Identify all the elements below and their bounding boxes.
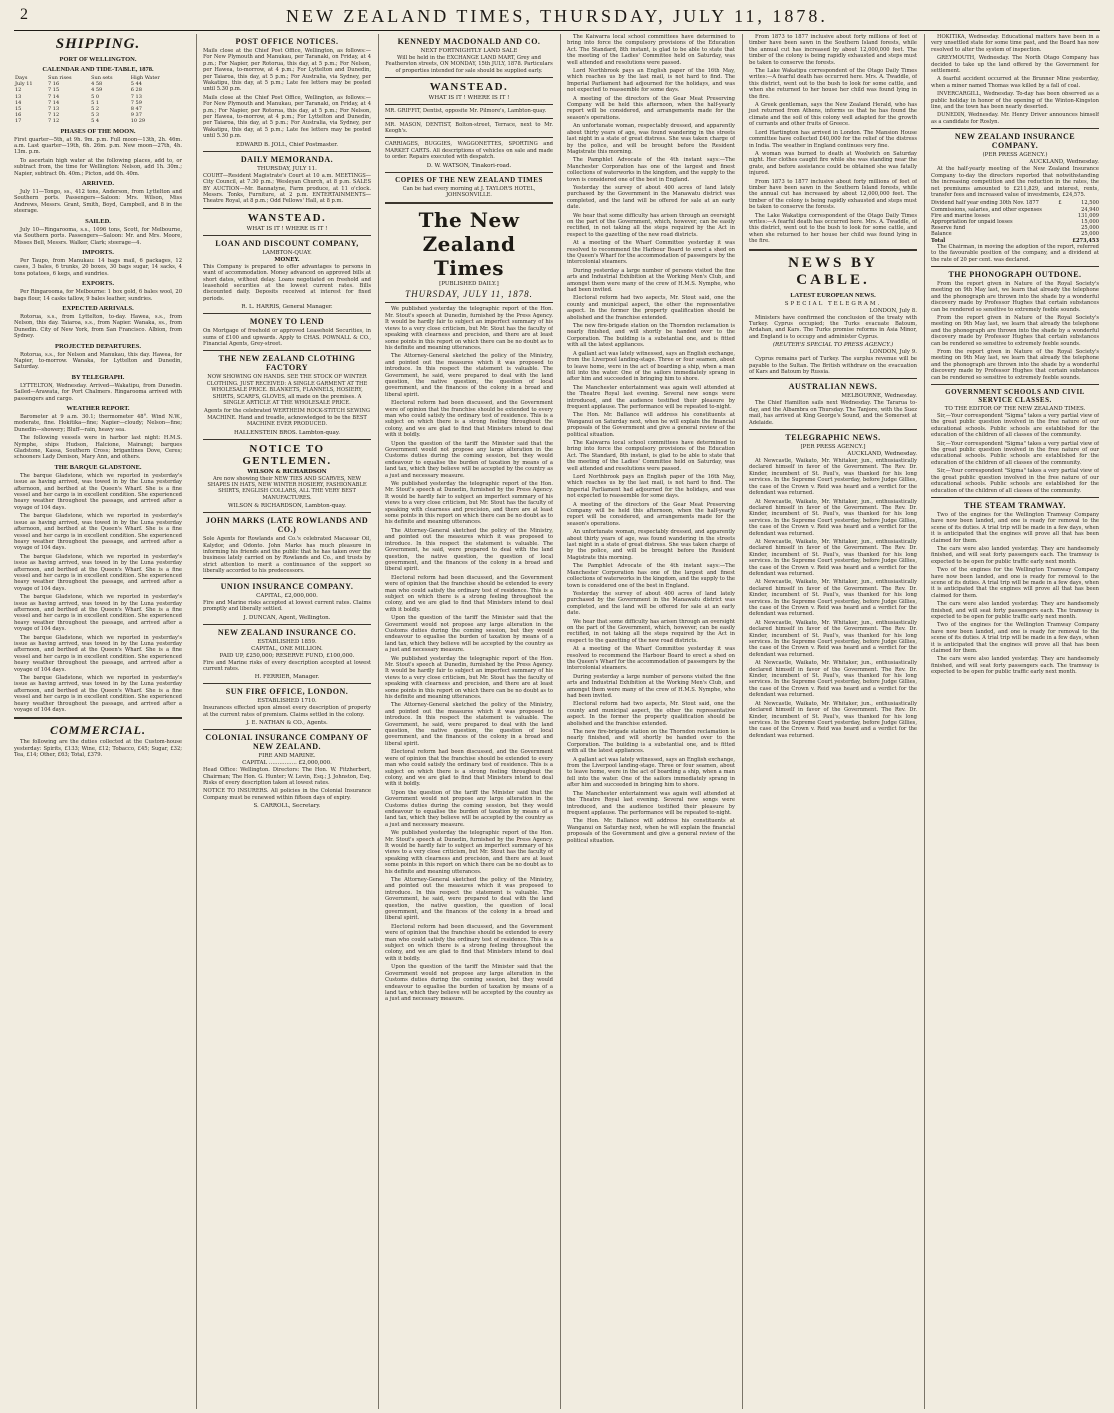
tele-sub: [PER PRESS AGENCY.] — [800, 444, 866, 451]
nzi-heading: NEW ZEALAND INSURANCE COMPANY. — [954, 132, 1076, 151]
loan-manager: R. L. HARRIS, General Manager. — [241, 304, 333, 311]
sunfire-est: ESTABLISHED 1710. — [257, 698, 317, 705]
phono-heading: THE PHONOGRAPH OUTDONE. — [948, 269, 1082, 279]
tide-cell: 5 3 — [91, 112, 100, 119]
wanstead2-heading: WANSTEAD. — [429, 81, 509, 94]
notice-sig: WILSON & RICHARDSON, Lambton-quay. — [227, 503, 347, 510]
gov-heading: GOVERNMENT SCHOOLS AND CIVIL SERVICE CLASSES. — [945, 388, 1085, 405]
colonial-text: Head Office: Wellington. Directors: The Hon. W. Fitzherbert, Chairman; The Hon. G. Hunter; W. Levin, Esq.; J. Johnston, Esq. Risks of every description taken at lowest rates. — [203, 767, 371, 786]
news-para: The Kaiwarra local school committees have determined to bring into force the compulsory provisions of the Education Act. The Standard, 8th instant, is glad to be able to state that the meeting of the Ladies' Committee held on Saturday, was well attended and resolutions were passed. — [567, 439, 735, 472]
divider — [931, 128, 1099, 129]
news-para: Lord Northbrook pays an English paper of the 16th May, which reaches us by the last mail, is not hard to find. The Imperial Parliament had adjourned for the holidays, and was not expected to reassemble for some days. — [567, 68, 735, 94]
loan-sub: LAMBTON-QUAY. — [262, 249, 312, 256]
news-para: A meeting of the directors of the Gear Meat Preserving Company will be held this afternoon, when the half-yearly report will be considered, and arrangements made for the season's operations. — [567, 501, 735, 527]
news-para: A meeting of the directors of the Gear Meat Preserving Company will be held this afternoon, when the half-yearly report will be considered, and arrangements made for the season's operations. — [567, 95, 735, 121]
tide-header-cell: Sun sets — [91, 75, 113, 81]
news-para: The Manchester entertainment was again well attended at the Theatre Royal last evening. Several new songs were introduced, and the audience testified their pleasure by frequent applause. The performance will be repeated to-night. — [567, 790, 735, 816]
news-para: A woman was burned to death at Woolwich on Saturday night. Her clothes caught fire while she was standing near the grate, and before assistance could be obtained she was fatally injured. — [749, 150, 917, 177]
final-sig: S. CARROLL, Secretary. — [253, 803, 321, 810]
divider — [385, 202, 553, 204]
barque-heading: THE BARQUE GLADSTONE. — [54, 463, 142, 471]
nzins-heading: NEW ZEALAND INSURANCE CO. — [217, 627, 357, 637]
divider — [203, 729, 371, 730]
fin-label: Balance — [931, 231, 952, 238]
leader-para: We published yesterday the telegraphic report of the Hon. Mr. Stout's speech at Dunedin, furnished by the Press Agency. It would be hardly fair to subject an imperfect summary of his views to a very close criticism, but Mr. Stout has the faculty of speaking with clearness and precision, and there are at least some points in this report on which there can be no doubt as to his definite and meaning utterances. — [385, 306, 553, 351]
divider — [385, 77, 553, 78]
divider — [931, 384, 1099, 385]
news-para: Electoral reform had two aspects, Mr. Stout said, one the county and municipal aspect, the other the representative aspect. In the former the property qualification should be abolished and the franchise extended. — [567, 295, 735, 321]
tide-cell: 5 1 — [91, 99, 100, 106]
news-para: We hear that some difficulty has arisen through an oversight on the part of the Government, which, however, can be easily rectified, in not taking all the steps required by the Act in respect to the gazetting of the new road districts. — [567, 212, 735, 238]
divider — [203, 624, 371, 625]
notice-text: Are now showing their NEW TIES AND SCARVES, NEW SHAPES IN HATS, NEW WINTER HOSIERY, FASHIONABLE SHIRTS, ENGLISH COLLARS, ALL THE VERY BEST MANUFACTURES. — [207, 475, 367, 501]
news-para: INVERCARGILL, Wednesday. To-day has been observed as a public holiday in honor of the opening of the Winton-Kingston line, and the town has been nearly deserted. — [931, 91, 1099, 111]
leader-para: The Attorney-General sketched the policy of the Ministry, and pointed out the measures which it was proposed to introduce. In this respect the statement is valuable. The Government, he said, were prepared to deal with the land question, the native question, the question of local government, and the finances of the colony in a broad and liberal spirit. — [385, 877, 553, 922]
divider — [203, 151, 371, 152]
fin-label: Appropriation for unpaid losses — [931, 218, 1013, 225]
arrived-heading: ARRIVED. — [82, 180, 114, 188]
page-number: 2 — [20, 6, 28, 23]
news-para: A gallant act was lately witnessed, says an English exchange, from the Liverpool landing-stage. Three or four seamen, about to leave home, were in the act of boarding a ship, when a man fell into the water. One of the sailors immediately sprang in after him and succeeded in bringing him to shore. — [567, 350, 735, 383]
union-text: Fire and Marine risks accepted at lowest current rates. Claims promptly and liberally settled. — [203, 599, 371, 613]
notice-heading: NOTICE TO GENTLEMEN. — [242, 442, 332, 467]
moon-heading: PHASES OF THE MOON. — [60, 127, 136, 135]
fin-value: 25,000 — [1081, 231, 1099, 238]
tide-cell: 7 13 — [48, 106, 60, 113]
barque-text: The barque Gladstone, which we reported in yesterday's issue as having arrived, was towed in by the Luna yesterday afternoon, and berthed at the Queen's Wharf. She is a fine vessel and her cargo is in excellent condition. She experienced heavy weather throughout the passage, and arrived after a voyage of 104 days. — [14, 472, 182, 511]
divider — [749, 249, 917, 251]
copies-heading: COPIES OF THE NEW ZEALAND TIMES — [395, 175, 543, 184]
news-para: The new fire-brigade station on the Thorndon reclamation is nearly finished, and will shortly be handed over to the Corporation. The building is a substantial one, and is fitted with all the latest appliances. — [567, 323, 735, 349]
phono-text: From the report given in Nature of the Royal Society's meeting on 9th May last, we learn that already the telephone and the phonograph are thrown into the shade by a wonderful discovery made by Professor Hughes that certain substances can be rendered so sensitive to extremely feeble sounds. — [931, 314, 1099, 347]
mason-text: MR. MASON, DENTIST, Bolton-street, Terrace, next to Mr. Keogh's. — [385, 121, 553, 135]
divider — [385, 118, 553, 119]
divider — [931, 497, 1099, 498]
aus-date: MELBOURNE, Wednesday. — [841, 393, 917, 400]
divider — [203, 235, 371, 236]
fin-label: Fire and marine losses — [931, 212, 990, 219]
divider — [203, 439, 371, 440]
telegraph-text: LYTTELTON, Wednesday. Arrived—Wakatipu, from Dunedin. Sailed—Arawata, for Port Chalmers. Ringarooma arrived with passengers and cargo. — [14, 382, 182, 402]
cable-date1: LONDON, July 8. — [869, 307, 917, 314]
tide-cell: 5 44 — [130, 81, 142, 88]
fin-value: 131,009 — [1077, 212, 1099, 219]
tide-cell: 10 29 — [130, 118, 146, 125]
tele-text: At Newcastle, Waikato, Mr. Whitaker, jun., enthusiastically declared himself in favor of the Government. The Rev. Dr. Kinder, incumbent of St. Paul's, was thanked for his long services. In the Supreme Court yesterday, before Judge Gillies, the case of the Crown v. Reid was heard and a verdict for the defendant was returned. — [749, 619, 917, 658]
fin-value: 12,500 — [1081, 200, 1099, 207]
notice-firm: WILSON & RICHARDSON — [247, 468, 327, 475]
news-para: A fearful accident occurred at the Brunner Mine yesterday, when a miner named Thomas was killed by a fall of coal. — [931, 76, 1099, 89]
steam-text: Two of the engines for the Wellington Tramway Company have now been landed, and one is ready for removal to the scene of its duties. A trial trip will be made in a few days, when it is anticipated that the engines will prove all that has been claimed for them. — [931, 567, 1099, 599]
tele-date: AUCKLAND, Wednesday. — [847, 451, 917, 458]
memo-date: THURSDAY, JULY 11. — [257, 165, 317, 172]
news-para: The new fire-brigade station on the Thorndon reclamation is nearly finished, and will shortly be handed over to the Corporation. The building is a substantial one, and is fitted with all the latest appliances. — [567, 729, 735, 755]
nzt-date: THURSDAY, JULY 11, 1878. — [405, 289, 533, 300]
leader-para: Upon the question of the tariff the Minister said that the Government would not propose any large alteration in the Customs duties during the coming session, but they would endeavour to equalise the burden of taxation by means of a land tax, which they believe will be accepted by the country as a just and necessary measure. — [385, 964, 553, 1003]
news-para: Lord Hartington has arrived in London. The Mansion House committee have collected £40,000 for the relief of the distress in India. The weather in England continues very fine. — [749, 129, 917, 149]
divider — [385, 172, 553, 173]
money-text: On Mortgage of freehold or approved Leasehold Securities, in sums of £100 and upwards. Apply to CHAS. POWNALL & CO., Financial Agents, Grey-street. — [203, 328, 371, 347]
tide-cell: 6 28 — [130, 87, 142, 94]
tide-cell: 5 2 — [91, 106, 100, 113]
news-para: During yesterday a large number of persons visited the fine arts and Industrial Exhibition at the Working Men's Club, and amongst them were many of the crew of H.M.S. Nymphe, who had been invited. — [567, 267, 735, 294]
union-capital: CAPITAL, £2,000,000. — [256, 592, 318, 599]
gov-text: Sir,—Your correspondent "Sigma" takes a very partial view of the great public question involved in the free nature of our educational schools. Public schools are established for the education of the children of all classes of the community. — [931, 413, 1099, 439]
cable-text: Cyprus remains part of Turkey. The surplus revenue will be payable to the Sultan. The British withdraw on the evacuation of Kars and Batoum by Russia. — [749, 356, 917, 376]
cable-sub2: SPECIAL TELEGRAM. — [784, 300, 882, 307]
money-heading: MONEY TO LEND — [249, 317, 325, 327]
divider — [203, 683, 371, 684]
news-para: The Kaiwarra local school committees have determined to bring into force the compulsory provisions of the Education Act. The Standard, 8th instant, is glad to be able to state that the meeting of the Ladies' Committee held on Saturday, was well attended and resolutions were passed. — [567, 34, 735, 66]
leader-para: The Attorney-General sketched the policy of the Ministry, and pointed out the measures which it was proposed to introduce. In this respect the statement is valuable. The Government, he said, were prepared to deal with the land question, the native question, the question of local government, and the finances of the colony in a broad and liberal spirit. — [385, 353, 553, 398]
news-para: DUNEDIN, Wednesday. Mr. Henry Driver announces himself as a candidate for Roslyn. — [931, 112, 1099, 125]
steam-text: Two of the engines for the Wellington Tramway Company have now been landed, and one is ready for removal to the scene of its duties. A trial trip will be made in a few days, when it is anticipated that the engines will prove all that has been claimed for them. — [931, 622, 1099, 655]
copies-text: Can be had every morning at J. TAYLOR'S HOTEL, JOHNSONVILLE. — [402, 185, 536, 199]
divider — [203, 208, 371, 209]
postmaster-sig: EDWARD B. JOLL, Chief Postmaster. — [235, 141, 339, 148]
tide-cell: 5 0 — [91, 93, 100, 100]
gov-sub: TO THE EDITOR OF THE NEW ZEALAND TIMES. — [944, 406, 1086, 413]
tide-cell: 7 14 — [48, 99, 60, 106]
colonial-sub: FIRE AND MARINE. — [258, 753, 316, 760]
marks-text: Sole Agents for Rowlands and Co.'s celebrated Macassar Oil, Kalydor, and Odonto. John Marks has much pleasure in informing his friends and the public that he has taken over the business lately carried on by Rowlands and Co., and trusts by strict attention to merit a continuance of the support so liberally accorded to his predecessors. — [203, 536, 371, 575]
tide-cell: 4 58 — [91, 81, 103, 88]
news-para: GREYMOUTH, Wednesday. The North Otago Company has decided to take up the land offered by the Government for settlement. — [931, 55, 1099, 75]
loan-money: MONEY. — [274, 256, 300, 263]
leader-para: Electoral reform had been discussed, and the Government were of opinion that the franchise should be extended to every man who could satisfy the ordinary test of residence. This is a subject on which there is a strong feeling throughout the colony, and we are glad to find that Ministers intend to deal with it boldly. — [385, 574, 553, 613]
expected-text: Rotorua, s.s., from Lyttelton, to-day. Hawea, s.s., from Nelson, this day. Taiaroa, s.s., from Napier. Wanaka, ss., from Dunedin. City of New York, from San Francisco. Albion, from Sydney. — [14, 313, 182, 340]
aus-heading: AUSTRALIAN NEWS. — [788, 382, 878, 392]
nzins-paid: PAID UP, £250,000; RESERVE FUND, £100,000. — [219, 652, 355, 659]
leader-para: Upon the question of the tariff the Minister said that the Government would not propose any large alteration in the Customs duties during the coming session, but they would endeavour to equalise the burden of taxation by means of a land tax, which they believe will be accepted by the country as a just and necessary measure. — [385, 440, 553, 479]
arrived-text: July 11—Tongo, ss., 412 tons, Anderson, from Lyttelton and Southern ports. Passengers—Saloon: Mrs. Wilson, Miss Andrews, Messrs. Grant, Smith, Boyd, Campbell, and 8 in the steerage. — [14, 189, 182, 215]
shipping-heading: SHIPPING. — [55, 36, 141, 52]
wanstead-sub: WHAT IS IT ! WHERE IS IT ! — [246, 225, 328, 232]
aus-text: The Chief Hamilton sails next Wednesday. The Tararua to-day, and the Albambra on Thursday. The Tanjore, with the Suez mail, has arrived at King George's Sound, and the Somerset at Adelaide. — [749, 400, 917, 426]
telegraph-heading: BY TELEGRAPH. — [71, 373, 125, 381]
news-para: Yesterday the survey of about 400 acres of land lately purchased by the Government in the Manawatu district was completed, and the land will be offered for sale at an early date. — [567, 590, 735, 617]
exports-text: Per Ringarooma, for Melbourne: 1 box gold, 6 bales wool, 20 bags flour, 14 casks tallow, 9 bales leather, sundries. — [14, 289, 182, 302]
imports-heading: IMPORTS. — [82, 248, 114, 256]
phono-text: From the report given in Nature of the Royal Society's meeting on 9th May last, we learn that already the telephone and the phonograph are thrown into the shade by a wonderful discovery made by Professor Hughes that certain substances can be rendered so sensitive to extremely feeble sounds. — [931, 349, 1099, 381]
barque-text-3: The barque Gladstone, which we reported in yesterday's issue as having arrived, was towed in by the Luna yesterday afternoon, and berthed at the Queen's Wharf. She is a fine vessel and her cargo is in excellent condition. She experienced heavy weather throughout the passage, and arrived after a voyage of 104 days. — [14, 553, 182, 592]
tele-text: At Newcastle, Waikato, Mr. Whitaker, jun., enthusiastically declared himself in favor of the Government. The Rev. Dr. Kinder, incumbent of St. Paul's, was thanked for his long services. In the Supreme Court yesterday, before Judge Gillies, the case of the Crown v. Reid was heard and a verdict for the defendant was returned. — [749, 498, 917, 537]
imports-text: Per Taupo, from Manukau: 14 bags mail, 6 packages, 12 cases, 3 bales, 6 trunks, 20 boxes, 30 bags sugar, 14 sacks, 4 tons potatoes, 6 kegs, and sundries. — [14, 257, 182, 277]
tide-cell: 14 — [15, 99, 22, 106]
column-provincial — [924, 34, 1099, 1409]
divider — [749, 429, 917, 430]
tide-cell: 7 13 — [130, 93, 142, 100]
cable-sub: LATEST EUROPEAN NEWS. — [790, 291, 876, 299]
column-shipping — [14, 34, 182, 1409]
divider — [203, 313, 371, 314]
leader-para: Upon the question of the tariff the Minister said that the Government would not propose any large alteration in the Customs duties during the coming session, but they would endeavour to equalise the burden of taxation by means of a land tax, which they believe will be accepted by the country as a just and necessary measure. — [385, 615, 553, 654]
steam-text: The cars were also landed yesterday. They are handsomely finished, and will seat forty passengers each. The tramway is expected to be open for public traffic early next month. — [931, 601, 1099, 621]
leader-para: We published yesterday the telegraphic report of the Hon. Mr. Stout's speech at Dunedin, furnished by the Press Agency. It would be hardly fair to subject an imperfect summary of his views to a very close criticism, but Mr. Stout has the faculty of speaking with clearness and precision, and there are at least some points in this report on which there can be no doubt as to his definite and meaning utterances. — [385, 830, 553, 875]
leader-para: We published yesterday the telegraphic report of the Hon. Mr. Stout's speech at Dunedin, furnished by the Press Agency. It would be hardly fair to subject an imperfect summary of his views to a very close criticism, but Mr. Stout has the faculty of speaking with clearness and precision, and there are at least some points in this report on which there can be no doubt as to his definite and meaning utterances. — [385, 655, 553, 701]
divider — [385, 104, 553, 105]
news-para: From 1873 to 1877 inclusive about forty millions of feet of timber have been sawn in the Southern Island forests, while the annual cut has increased by about 12,000,000 feet. The timber of the colony is being rapidly exhausted and steps must be taken to conserve the forests. — [749, 34, 917, 66]
colonial-heading: COLONIAL INSURANCE COMPANY OF NEW ZEALAND. — [205, 733, 369, 752]
leader-para: Electoral reform had been discussed, and the Government were of opinion that the franchise should be extended to every man who could satisfy the ordinary test of residence. This is a subject on which there is a strong feeling throughout the colony, and we are glad to find that Ministers intend to deal with it boldly. — [385, 749, 553, 788]
fin-value: 24,940 — [1081, 206, 1099, 213]
tide-cell: 7 12 — [48, 118, 60, 125]
news-para: At a meeting of the Wharf Committee yesterday it was resolved to recommend the Harbour Board to erect a shed on the Queen's Wharf for the accommodation of passengers by the intercolonial steamers. — [567, 646, 735, 672]
tele-heading: TELEGRAPHIC NEWS. — [785, 433, 881, 443]
news-para: The Lake Wakatipu correspondent of the Otago Daily Times writes:—A fearful death has occurred here. Mrs. A. Twaddle, of this district, went out to the bush to look for some cattle, and when she returned to her house her child was found lying in the fire. — [749, 212, 917, 245]
calendar-heading: CALENDAR AND TIDE-TABLE, 1878. — [42, 66, 154, 73]
memo-text: COURT—Resident Magistrate's Court at 10 a.m. MEETINGS—City Council, at 7.30 p.m.; Wesleyan Church, at 8 p.m. SALES BY AUCTION—Mr. Bannatyne, Farm produce, at 11 o'clock. Messrs. Tonks, Furniture, at 2 p.m. ENTERTAINMENTS—Theatre Royal, at 8 p.m.; Odd Fellows' Hall, at 8 p.m. — [203, 172, 371, 205]
leader-para: The Attorney-General sketched the policy of the Ministry, and pointed out the measures which it was proposed to introduce. In this respect the statement is valuable. The Government, he said, were prepared to deal with the land question, the native question, the question of local government, and the finances of the colony in a broad and liberal spirit. — [385, 702, 553, 747]
barque-text-6: The barque Gladstone, which we reported in yesterday's issue as having arrived, was towed in by the Luna yesterday afternoon, and berthed at the Queen's Wharf. She is a fine vessel and her cargo is in excellent condition. She experienced heavy weather throughout the passage, and arrived after a voyage of 104 days. — [14, 675, 182, 714]
cable-text: Ministers have confirmed the conclusion of the treaty with Turkey. Cyprus occupied; the Turks evacuate Batoum, Ardahan, and Kars. The Turks promise reforms in Asia Minor, and England is to occupy and administer Cyprus. — [749, 314, 917, 340]
steam-text: The cars were also landed yesterday. They are handsomely finished, and will seat forty passengers each. The tramway is expected to be open for public traffic early next month. — [931, 656, 1099, 676]
tide-cell: 7 12 — [48, 112, 60, 119]
divider — [749, 378, 917, 379]
tide-header-cell: Sun rises — [48, 75, 72, 81]
sunfire-text: Insurances effected upon almost every description of property at the current rates of premium. Claims settled in the colony. — [203, 705, 371, 718]
steam-text: Two of the engines for the Wellington Tramway Company have now been landed, and one is ready for removal to the scene of its duties. A trial trip will be made in a few days, when it is anticipated that the engines will prove all that has been claimed for them. — [931, 511, 1099, 544]
union-sig: J. DUNCAN, Agent, Wellington. — [243, 614, 331, 621]
steam-text: The cars were also landed yesterday. They are handsomely finished, and will seat forty passengers each. The tramway is expected to be open for public traffic early next month. — [931, 545, 1099, 565]
fin-label: Reserve fund — [931, 225, 966, 232]
port-heading: PORT OF WELLINGTON. — [59, 56, 137, 63]
tide-cell: 7 59 — [130, 99, 142, 106]
sailed-heading: SAILED. — [85, 217, 111, 225]
divider — [203, 350, 371, 351]
colonial-capital: CAPITAL ................ £2,000,000. — [242, 760, 332, 767]
loan-text: This Company is prepared to offer advantages to persons in want of accommodation. Money advanced on approved bills at short dates, without delay. Loans negotiated on freehold and leasehold securities at the lowest current rates. Bills discounted daily. Deposits received at interest for fixed periods. — [203, 263, 371, 302]
news-para: Yesterday the survey of about 400 acres of land lately purchased by the Government in the Manawatu district was completed, and the land will be offered for sale at an early date. — [567, 184, 735, 211]
masthead — [14, 4, 1100, 31]
weather-heading: WEATHER REPORT. — [66, 405, 130, 412]
reuter-heading: (REUTER'S SPECIAL TO PRESS AGENCY.) — [772, 342, 894, 349]
nzi-text2: The Chairman, in moving the adoption of the report, referred to the favourable position of the company, and a dividend at the rate of 20 per cent. was declared. — [931, 243, 1099, 263]
fin-value: £273,453 — [1072, 237, 1099, 244]
griffit-text: MR. GRIFFIT, Dentist, opposite Mr. Pilmore's, Lambton-quay. — [385, 108, 547, 115]
harbor-text: The following vessels were in harbor last night: H.M.S. Nymphe, ships Hudson, Halcione, Mairangi; barques Gladstone, Kassa, Southern Cross; brigantines Dove, Ceres; schooners Lady Denison, Mary Ann, and others. — [14, 435, 182, 461]
steam-heading: THE STEAM TRAMWAY. — [964, 500, 1066, 510]
sunfire-sig: J. E. NATHAN & CO., Agents. — [246, 720, 328, 727]
news-para: The Manchester entertainment was again well attended at the Theatre Royal last evening. Several new songs were introduced, and the audience testified their pleasure by frequent applause. The performance will be repeated to-night. — [567, 384, 735, 410]
phono-text: From the report given in Nature of the Royal Society's meeting on 9th May last, we learn that already the telephone and the phonograph are thrown into the shade by a wonderful discovery made by Professor Hughes that certain substances can be rendered so sensitive to extremely feeble sounds. — [931, 280, 1099, 313]
tele-text: At Newcastle, Waikato, Mr. Whitaker, jun., enthusiastically declared himself in favor of the Government. The Rev. Dr. Kinder, incumbent of St. Paul's, was thanked for his long services. In the Supreme Court yesterday, before Judge Gillies, the case of the Crown v. Reid was heard and a verdict for the defendant was returned. — [749, 538, 917, 577]
nzi-sub: (PER PRESS AGENCY.) — [982, 152, 1048, 159]
tide-cell: 7 15 — [48, 87, 60, 94]
news-para: HOKITIKA, Wednesday. Educational matters have been in a very unsettled state for some time past, and the Board has now resolved to alter the system of inspection. — [931, 34, 1099, 53]
tide-cell: 7 14 — [48, 93, 60, 100]
projected-heading: PROJECTED DEPARTURES. — [55, 342, 141, 350]
kennedy-sub: NEXT FORTNIGHTLY LAND SALE — [420, 48, 518, 54]
clothing-text: NOW SHOWING ON HANDS. SEE THE STOCK OF WINTER CLOTHING. JUST RECEIVED: A SINGLE GARMENT AT THE WHOLESALE PRICE. BLANKETS, FLANNELS, HOSIERY, SHIRTS, SCARFS, GLOVES, all made on the premises. A SINGLE ARTICLE AT THE WHOLESALE PRICE. — [206, 374, 368, 406]
news-para: The Hon. Mr. Ballance will address his constituents at Wanganui on Saturday next, when he will explain the financial proposals of the Government and give a general review of the political situation. — [567, 818, 735, 844]
kennedy-text: Will be held in the EXCHANGE LAND MART, Grey and Featherston streets, ON MONDAY, 15th JULY, 1878. Particulars of properties intended for sale should be supplied early. — [385, 55, 553, 74]
nzt-masthead: The New Zealand Times — [418, 208, 520, 281]
tide-cell: 17 — [15, 118, 22, 125]
news-para: Electoral reform had two aspects, Mr. Stout said, one the county and municipal aspect, the other the representative aspect. In the former the property qualification should be abolished and the franchise extended. — [567, 701, 735, 727]
cable-date2: LONDON, July 9. — [869, 349, 917, 356]
news-para: A Greek gentleman, says the New Zealand Herald, who has just returned from Athens, informs us that he has found the climate and the soil of this colony well adapted for the growth of currants and other fruits of Greece. — [749, 102, 917, 128]
tide-cell: 13 — [15, 93, 22, 100]
news-para: At a meeting of the Wharf Committee yesterday it was resolved to recommend the Harbour Board to erect a shed on the Queen's Wharf for the accommodation of passengers by the intercolonial steamers. — [567, 240, 735, 266]
po-text: Mails close at the Chief Post Office, Wellington, as follows:—For New Plymouth and Manukau, per Taranaki, on Friday, at 4 p.m.; For Napier, per Rotorua, this day, at 5 p.m.; For Nelson, per Hawea, to-morrow, at 4 p.m.; For Lyttelton and Dunedin, per Taiaroa, this day, at 5 p.m.; For Australia, via Sydney, per Wakatipu, this day, at 5 p.m.; Late fee letters may be posted until 5.30 p.m. — [203, 48, 371, 93]
tide-cell: 4 59 — [91, 87, 103, 94]
tele-text: At Newcastle, Waikato, Mr. Whitaker, jun., enthusiastically declared himself in favor of the Government. The Rev. Dr. Kinder, incumbent of St. Paul's, was thanked for his long services. In the Supreme Court yesterday, before Judge Gillies, the case of the Crown v. Reid was heard and a verdict for the defendant was returned. — [749, 700, 917, 739]
divider — [385, 302, 553, 303]
clothing-sig: HALLENSTEIN BROS. Lambton-quay. — [234, 429, 340, 436]
tele-text: At Newcastle, Waikato, Mr. Whitaker, jun., enthusiastically declared himself in favor of the Government. The Rev. Dr. Kinder, incumbent of St. Paul's, was thanked for his long services. In the Supreme Court yesterday, before Judge Gillies, the case of the Crown v. Reid was heard and a verdict for the defendant was returned. — [749, 660, 917, 699]
tide-row — [14, 118, 182, 124]
clothing-heading: THE NEW ZEALAND CLOTHING FACTORY — [218, 354, 356, 373]
singer-text: Agents for the celebrated WERTHEIM ROCK-STITCH SEWING MACHINE. Hand and treadle, acknowledged to be the BEST MACHINE EVER PRODUCED. — [203, 408, 371, 428]
nzins-capital: CAPITAL, ONE MILLION. — [251, 645, 323, 652]
carriages-text: CARRIAGES, BUGGIES, WAGGONETTES, SPORTING and MARKET CARTS. All descriptions of vehicles on sale and made to order. Repairs executed with despatch. — [385, 141, 553, 161]
gov-text: Sir,—Your correspondent "Sigma" takes a very partial view of the great public question involved in the free nature of our educational schools. Public schools are established for the education of the children of all classes of the community. — [931, 440, 1099, 466]
news-para: From 1873 to 1877 inclusive about forty millions of feet of timber have been sawn in the Southern Island forests, while the annual cut has increased by about 12,000,000 feet. The timber of the colony is being rapidly exhausted and steps must be taken to conserve the forests. — [749, 178, 917, 211]
tide-cell: 7 16 — [48, 81, 60, 88]
column-local-news — [560, 34, 735, 1409]
nzins-text: Fire and Marine risks of every description accepted at lowest current rates. — [203, 659, 371, 672]
divider — [203, 578, 371, 579]
news-para: An unfortunate woman, respectably dressed, and apparently about thirty years of age, was found wandering in the streets last night in a state of great distress. She was taken charge of by the police, and will be brought before the Resident Magistrate this morning. — [567, 529, 735, 561]
leader-para: Electoral reform had been discussed, and the Government were of opinion that the franchise should be extended to every man who could satisfy the ordinary test of residence. This is a subject on which there is a strong feeling throughout the colony, and we are glad to find that Ministers intend to deal with it boldly. — [385, 400, 553, 439]
tide-cell: 9 37 — [130, 112, 142, 119]
commercial-heading: COMMERCIAL. — [49, 723, 147, 738]
tide-cell: 15 — [15, 106, 22, 113]
loan-heading: LOAN AND DISCOUNT COMPANY, — [215, 238, 359, 248]
memo-heading: DAILY MEMORANDA. — [240, 154, 334, 164]
wanstead2-sub: WHAT IS IT ! WHERE IS IT ! — [428, 95, 510, 102]
news-para: The Lake Wakatipu correspondent of the Otago Daily Times writes:—A fearful death has occurred here. Mrs. A. Twaddle, of this district, went out to the bush to look for some cattle, and when she returned to her house her child was found lying in the fire. — [749, 68, 917, 100]
leader-para: The Attorney-General sketched the policy of the Ministry, and pointed out the measures which it was proposed to introduce. In this respect the statement is valuable. The Government, he said, were prepared to deal with the land question, the native question, the question of local government, and the finances of the colony in a broad and liberal spirit. — [385, 527, 553, 573]
news-para: We hear that some difficulty has arisen through an oversight on the part of the Government, which, however, can be easily rectified, in not taking all the steps required by the Act in respect to the gazetting of the new road districts. — [567, 618, 735, 644]
cable-heading: NEWS BY CABLE. — [788, 254, 878, 288]
divider — [14, 717, 182, 719]
leader-para: We published yesterday the telegraphic report of the Hon. Mr. Stout's speech at Dunedin, furnished by the Press Agency. It would be hardly fair to subject an imperfect summary of his views to a very close criticism, but Mr. Stout has the faculty of speaking with clearness and precision, and there are at least some points in this report on which there can be no doubt as to his definite and meaning utterances. — [385, 481, 553, 526]
divider — [931, 266, 1099, 267]
column-notices — [196, 34, 371, 1409]
tele-text: At Newcastle, Waikato, Mr. Whitaker, jun., enthusiastically declared himself in favor of the Government. The Rev. Dr. Kinder, incumbent of St. Paul's, was thanked for his long services. In the Supreme Court yesterday, before Judge Gillies, the case of the Crown v. Reid was heard and a verdict for the defendant was returned. — [749, 458, 917, 497]
leader-para: Electoral reform had been discussed, and the Government were of opinion that the franchise should be extended to every man who could satisfy the ordinary test of residence. This is a subject on which there is a strong feeling throughout the colony, and we are glad to find that Ministers intend to deal with it boldly. — [385, 923, 553, 962]
tide-cell: July 11 — [15, 81, 33, 88]
column-leader — [378, 34, 553, 1409]
fin-currency: £ — [1058, 200, 1062, 207]
page-title: NEW ZEALAND TIMES, THURSDAY, JULY 11, 1878. — [286, 6, 828, 26]
sunfire-heading: SUN FIRE OFFICE, LONDON. — [225, 687, 349, 697]
gov-text: Sir,—Your correspondent "Sigma" takes a very partial view of the great public question involved in the free nature of our educational schools. Public schools are established for the education of the children of all classes of the community. — [931, 468, 1099, 494]
commercial-text: The following are the duties collected at the Custom-house yesterday: Spirits, £133; Wine, £12; Tobacco, £45; Sugar, £32; Tea, £14; Other, £63; Total, £379. — [14, 739, 182, 759]
moon-text: First quarter—5th, at 9h. 9m. p.m. Full moon—13th, 2h. 46m. a.m. Last quarter—19th, 6h. 26m. p.m. New moon—27th, 4h. 13m. p.m. — [14, 136, 182, 156]
column-telegraph — [742, 34, 917, 1409]
news-para: Lord Northbrook pays an English paper of the 16th May, which reaches us by the last mail, is not hard to find. The Imperial Parliament had adjourned for the holidays, and was not expected to reassemble for some days. — [567, 474, 735, 500]
news-para: The Pamphlet Advocate of the 4th instant says:—The Manchester Corporation has one of the largest and finest collections of waterworks in the kingdom, and the supply to the town is considered one of the best in England. — [567, 157, 735, 183]
tide-cell: 16 — [15, 112, 22, 119]
carriages-sig: D. W. WATSON, Tinakori-road. — [426, 162, 512, 169]
nzins-sig: H. FERRIER, Manager. — [254, 674, 320, 681]
tele-text: At Newcastle, Waikato, Mr. Whitaker, jun., enthusiastically declared himself in favor of the Government. The Rev. Dr. Kinder, incumbent of St. Paul's, was thanked for his long services. In the Supreme Court yesterday, before Judge Gillies, the case of the Crown v. Reid was heard and a verdict for the defendant was returned. — [749, 579, 917, 618]
kennedy-heading: KENNEDY MACDONALD AND CO. — [397, 37, 541, 46]
news-para: The Hon. Mr. Ballance will address his constituents at Wanganui on Saturday next, when he will explain the financial proposals of the Government and give a general review of the political situation. — [567, 412, 735, 438]
fin-value: 15,000 — [1081, 218, 1099, 225]
union-heading: UNION INSURANCE COMPANY. — [220, 581, 354, 591]
tide-cell: 5 4 — [91, 118, 100, 125]
news-para: An unfortunate woman, respectably dressed, and apparently about thirty years of age, was found wandering in the streets last night in a state of great distress. She was taken charge of by the police, and will be brought before the Resident Magistrate this morning. — [567, 123, 735, 155]
notice-final: NOTICE TO INSURERS. All policies in the Colonial Insurance Company must be renewed within fifteen days of expiry. — [203, 788, 371, 801]
tide-cell: 12 — [15, 87, 22, 94]
tide-header-cell: High Water — [130, 75, 160, 81]
fin-label: Dividend half year ending 30th Nov. 1877 — [931, 200, 1039, 207]
tide-table — [14, 75, 182, 125]
marks-heading: JOHN MARKS (LATE ROWLANDS AND CO.) — [205, 516, 369, 535]
news-para: A gallant act was lately witnessed, says an English exchange, from the Liverpool landing-stage. Three or four seamen, about to leave home, were in the act of boarding a ship, when a man fell into the water. One of the sailors immediately sprang in after him and succeeded in bringing him to shore. — [567, 756, 735, 789]
fin-label: Commissions, salaries, and other expenses — [931, 206, 1042, 213]
po-heading: POST OFFICE NOTICES. — [235, 37, 339, 46]
news-para: The Pamphlet Advocate of the 4th instant says:—The Manchester Corporation has one of the largest and finest collections of waterworks in the kingdom, and the supply to the town is considered one of the best in England. — [567, 563, 735, 589]
nzt-sub: [PUBLISHED DAILY.] — [439, 281, 499, 288]
tide-header-cell: Days — [15, 75, 28, 81]
barque-text-5: The barque Gladstone, which we reported in yesterday's issue as having arrived, was towed in by the Luna yesterday afternoon, and berthed at the Queen's Wharf. She is a fine vessel and her cargo is in excellent condition. She experienced heavy weather throughout the passage, and arrived after a voyage of 104 days. — [14, 634, 182, 673]
nzi-text: At the half-yearly meeting of the New Zealand Insurance Company to-day the directors reported that notwithstanding the increasing competition and the reduction in the rates, the net premiums amounted to £211,829, and interest, rents, transfer fees and increased value of investments, £24,575. — [931, 166, 1099, 198]
divider — [385, 137, 553, 138]
weather-text: Barometer at 9 a.m. 30.1; thermometer 48°. Wind N.W., moderate, fine. Hokitika—fine; Napier—cloudy; Nelson—fine; Dunedin—showery; Bluff—rain, heavy sea. — [14, 414, 182, 433]
projected-text: Rotorua, s.s., for Nelson and Manukau, this day. Hawea, for Napier, to-morrow. Wanaka, for Lyttelton and Dunedin, Saturday. — [14, 351, 182, 371]
po-text-2: Mails close at the Chief Post Office, Wellington, as follows:—For New Plymouth and Manukau, per Taranaki, on Friday, at 4 p.m.; For Napier, per Rotorua, this day, at 5 p.m.; For Nelson, per Hawea, to-morrow, at 4 p.m.; For Lyttelton and Dunedin, per Taiaroa, this day, at 5 p.m.; For Australia, via Sydney, per Wakatipu, this day, at 5 p.m.; Late fee letters may be posted until 5.30 p.m. — [203, 94, 371, 140]
tide-note: To ascertain high water at the following places, add to, or subtract from, the time for Wellington: Nelson, add 1h. 30m.; Napier, subtract 0h. 40m.; Picton, add 0h. 40m. — [14, 157, 182, 177]
barque-text-2: The barque Gladstone, which we reported in yesterday's issue as having arrived, was towed in by the Luna yesterday afternoon, and berthed at the Queen's Wharf. She is a fine vessel and her cargo is in excellent condition. She experienced heavy weather throughout the passage, and arrived after a voyage of 104 days. — [14, 513, 182, 552]
exports-heading: EXPORTS. — [81, 280, 115, 288]
expected-heading: EXPECTED ARRIVALS. — [62, 304, 134, 312]
barque-text-4: The barque Gladstone, which we reported in yesterday's issue as having arrived, was towed in by the Luna yesterday afternoon, and berthed at the Queen's Wharf. She is a fine vessel and her cargo is in excellent condition. She experienced heavy weather throughout the passage, and arrived after a voyage of 104 days. — [14, 594, 182, 633]
sailed-text: July 10—Ringarooma, s.s., 1096 tons, Scott, for Melbourne, via Southern ports. Passengers—Saloon: Mr. and Mrs. Moore, Misses Bell, Messrs. Walker, Clark; steerage—4. — [14, 226, 182, 246]
fin-value: 25,000 — [1081, 225, 1099, 232]
nzi-date: AUCKLAND, Wednesday. — [1029, 159, 1099, 166]
wanstead-heading: WANSTEAD. — [247, 211, 327, 224]
leader-para: Upon the question of the tariff the Minister said that the Government would not propose any large alteration in the Customs duties during the coming session, but they would endeavour to equalise the burden of taxation by means of a land tax, which they believe will be accepted by the country as a just and necessary measure. — [385, 789, 553, 828]
tide-cell: 8 47 — [130, 106, 142, 113]
nzins-est: ESTABLISHED 1859. — [257, 638, 317, 645]
fin-label: Total — [931, 237, 946, 244]
divider — [203, 512, 371, 513]
news-para: During yesterday a large number of persons visited the fine arts and Industrial Exhibition at the Working Men's Club, and amongst them were many of the crew of H.M.S. Nymphe, who had been invited. — [567, 673, 735, 699]
